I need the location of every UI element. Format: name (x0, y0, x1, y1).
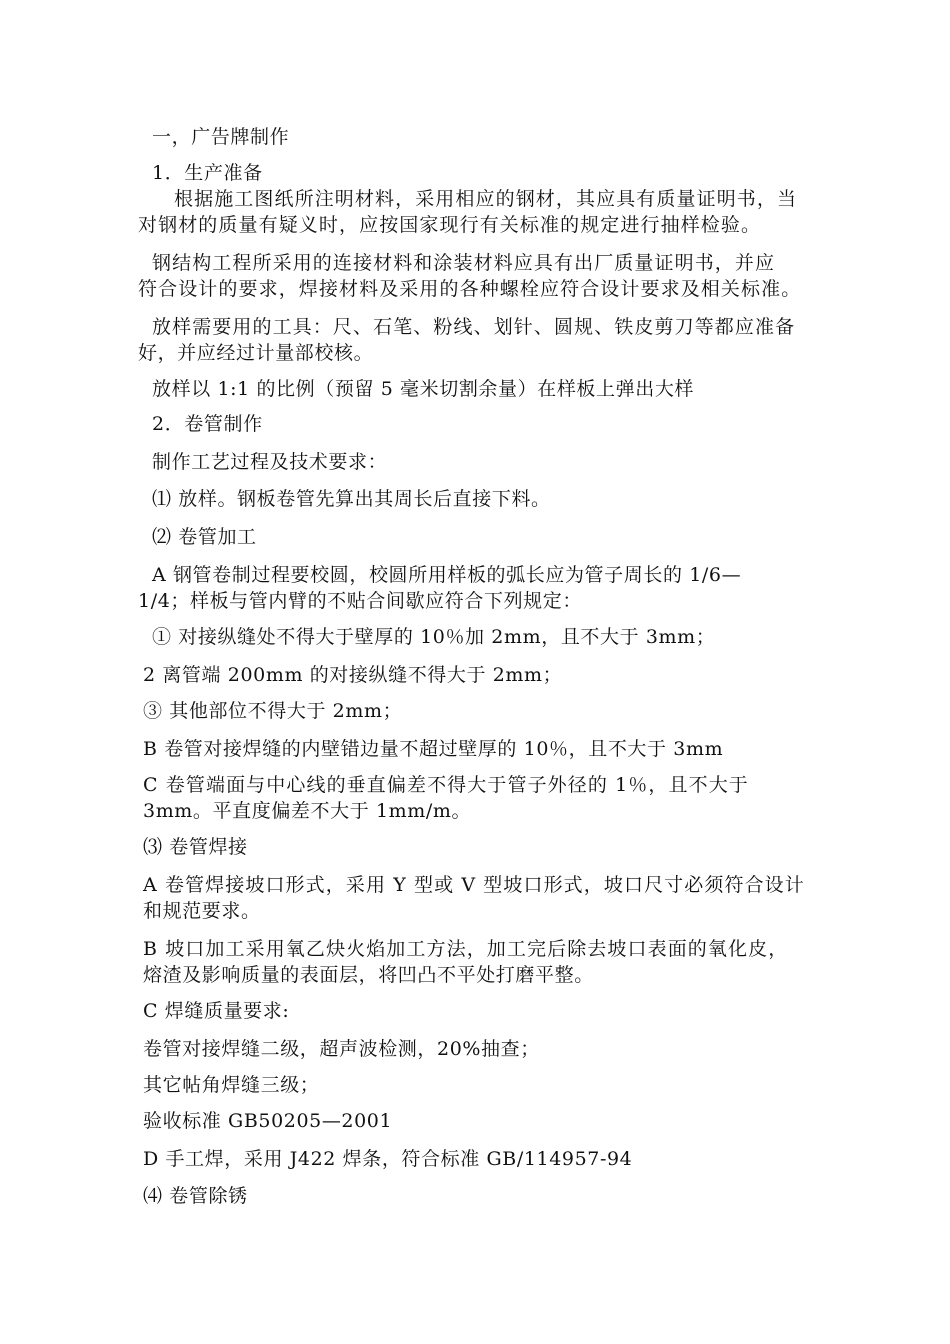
rolling-c-line-1: C 卷管端面与中心线的垂直偏差不得大于管子外径的 1％，且不大于 (143, 774, 749, 796)
rolling-rule-3: ③ 其他部位不得大于 2mm； (143, 700, 403, 722)
rolling-step-3: ⑶ 卷管焊接 (143, 836, 248, 858)
welding-a-line-2: 和规范要求。 (143, 900, 261, 922)
welding-c: C 焊缝质量要求: (143, 1000, 290, 1022)
rolling-intro: 制作工艺过程及技术要求： (152, 451, 388, 473)
prep-paragraph-1-line-1: 根据施工图纸所注明材料，采用相应的钢材，其应具有质量证明书，当 (174, 188, 798, 210)
prep-paragraph-2-line-2: 符合设计的要求，焊接材料及采用的各种螺栓应符合设计要求及相关标准。 (138, 278, 802, 300)
prep-heading: 1．生产准备 (152, 162, 263, 184)
welding-d: D 手工焊，采用 J422 焊条，符合标准 GB/114957-94 (143, 1148, 633, 1170)
rolling-b: B 卷管对接焊缝的内壁错边量不超过壁厚的 10％，且不大于 3mm (143, 738, 724, 760)
rolling-a-line-1: A 钢管卷制过程要校圆，校圆所用样板的弧长应为管子周长的 1/6— (152, 564, 742, 586)
prep-paragraph-3-line-1: 放样需要用的工具：尺、石笔、粉线、划针、圆规、铁皮剪刀等都应准备 (152, 316, 796, 338)
rolling-step-2: ⑵ 卷管加工 (152, 526, 257, 548)
prep-paragraph-1-line-2: 对钢材的质量有疑义时，应按国家现行有关标准的规定进行抽样检验。 (138, 214, 762, 236)
welding-b-line-2: 熔渣及影响质量的表面层，将凹凸不平处打磨平整。 (143, 964, 594, 986)
welding-a-line-1: A 卷管焊接坡口形式，采用 Y 型或 V 型坡口形式，坡口尺寸必须符合设计 (143, 874, 805, 896)
welding-c-item-2: 其它帖角焊缝三级； (143, 1074, 320, 1096)
rolling-rule-2: 2 离管端 200mm 的对接纵缝不得大于 2mm； (143, 664, 563, 686)
rolling-a-line-2: 1/4；样板与管内臂的不贴合间歇应符合下列规定： (138, 590, 582, 612)
welding-c-item-1: 卷管对接焊缝二级，超声波检测，20%抽查； (143, 1038, 540, 1060)
rolling-rule-1: ① 对接纵缝处不得大于壁厚的 10％加 2mm，且不大于 3mm； (152, 626, 716, 648)
rolling-step-4: ⑷ 卷管除锈 (143, 1185, 248, 1207)
prep-paragraph-2-line-1: 钢结构工程所采用的连接材料和涂装材料应具有出厂质量证明书，并应 (152, 252, 776, 274)
section-heading: 一，广告牌制作 (152, 126, 290, 148)
rolling-heading: 2．卷管制作 (152, 413, 263, 435)
prep-paragraph-4: 放样以 1:1 的比例（预留 5 毫米切割余量）在样板上弹出大样 (152, 378, 695, 400)
rolling-c-line-2: 3mm。平直度偏差不大于 1mm/m。 (143, 800, 472, 822)
rolling-step-1: ⑴ 放样。钢板卷管先算出其周长后直接下料。 (152, 488, 551, 510)
welding-b-line-1: B 坡口加工采用氧乙炔火焰加工方法，加工完后除去坡口表面的氧化皮， (143, 938, 789, 960)
prep-paragraph-3-line-2: 好，并应经过计量部校核。 (138, 342, 374, 364)
welding-c-item-3: 验收标准 GB50205—2001 (143, 1110, 393, 1132)
